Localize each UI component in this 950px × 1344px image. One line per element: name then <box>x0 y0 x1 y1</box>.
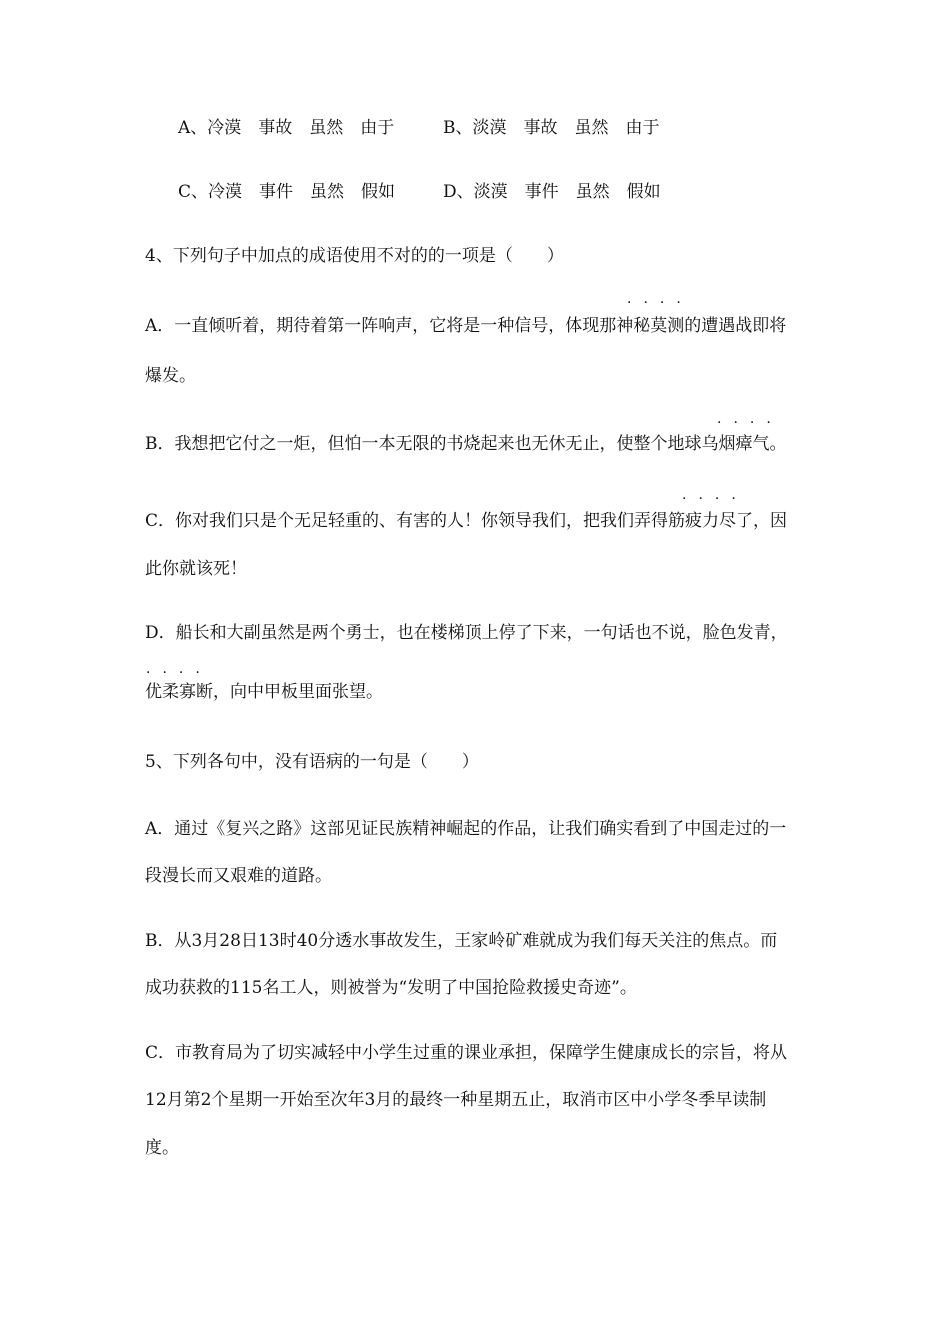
q5-option-a-line2: 段漫长而又艰难的道路。 <box>145 866 332 886</box>
q5-option-c-line3: 度。 <box>145 1138 179 1158</box>
q4-option-c-line2: 此你就该死！ <box>145 559 247 579</box>
q4-d-emphasis-dots: ···· <box>146 665 212 681</box>
q5-stem: 5、下列各句中，没有语病的一句是（ ） <box>145 752 479 772</box>
q3-option-c: C、冷漠 事件 虽然 假如 <box>178 182 396 202</box>
q4-option-d-line1: D．船长和大副虽然是两个勇士，也在楼梯顶上停了下来，一句话也不说，脸色发青， <box>145 623 788 643</box>
q4-b-emphasis-dots: ···· <box>717 415 783 431</box>
q5-option-c-line2: 12月第2个星期一开始至次年3月的最终一种星期五止，取消市区中小学冬季早读制 <box>145 1090 767 1110</box>
q5-option-c-line1: C．市教育局为了切实减轻中小学生过重的课业承担，保障学生健康成长的宗旨，将从 <box>145 1043 788 1063</box>
q3-option-b: B、淡漠 事故 虽然 由于 <box>443 118 660 138</box>
q4-a-emphasis-dots: ···· <box>627 295 693 311</box>
q4-stem: 4、下列句子中加点的成语使用不对的的一项是（ ） <box>145 246 564 266</box>
q4-option-d-line2: 优柔寡断，向中甲板里面张望。 <box>145 682 383 702</box>
q4-option-c-line1: C．你对我们只是个无足轻重的、有害的人！你领导我们，把我们弄得筋疲力尽了，因 <box>145 511 788 531</box>
q5-option-b-line2: 成功获救的115名工人，则被誉为“发明了中国抢险救援史奇迹”。 <box>145 978 637 998</box>
q3-option-d: D、淡漠 事件 虽然 假如 <box>443 182 661 202</box>
q4-option-a-line2: 爆发。 <box>145 366 196 386</box>
q3-option-a: A、冷漠 事故 虽然 由于 <box>178 118 395 138</box>
q5-option-a-line1: A．通过《复兴之路》这部见证民族精神崛起的作品，让我们确实看到了中国走过的一 <box>145 819 787 839</box>
q4-option-a-line1: A．一直倾听着，期待着第一阵响声，它将是一种信号，体现那神秘莫测的遭遇战即将 <box>145 316 787 336</box>
q4-c-emphasis-dots: ···· <box>682 491 748 507</box>
q4-option-b-line1: B．我想把它付之一炬，但怕一本无限的书烧起来也无休无止，使整个地球乌烟瘴气。 <box>145 434 787 454</box>
q5-option-b-line1: B．从3月28日13时40分透水事故发生，王家岭矿难就成为我们每天关注的焦点。而 <box>145 931 778 951</box>
